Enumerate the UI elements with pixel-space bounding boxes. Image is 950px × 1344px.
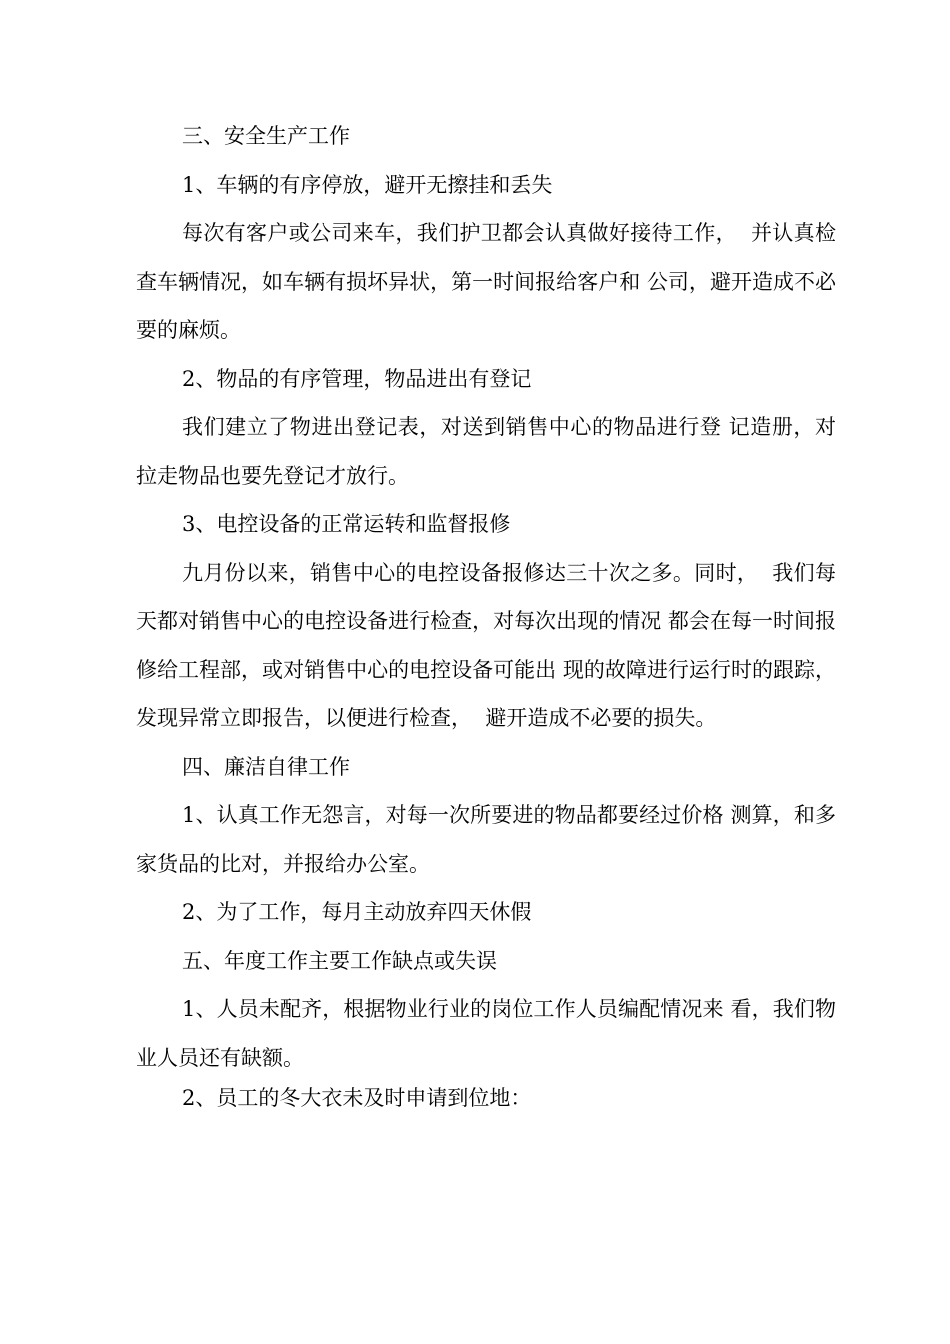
paragraph-goods-register: 我们建立了物进出登记表，对送到销售中心的物品进行登 记造册，对拉走物品也要先登记才放行。 (136, 415, 836, 488)
subheading-goods-management: 2、物品的有序管理，物品进出有登记 (182, 366, 532, 391)
paragraph-staff-shortage: 1、人员未配齐，根据物业行业的岗位工作人员编配情况来 看，我们物业人员还有缺额。 (136, 997, 836, 1070)
paragraph-price-check: 1、认真工作无怨言，对每一次所要进的物品都要经过价格 测算，和多家货品的比对，并报给办公室。 (136, 803, 836, 876)
subheading-electrical-equipment: 3、电控设备的正常运转和监督报修 (182, 512, 511, 536)
paragraph-equipment-repair: 九月份以来，销售中心的电控设备报修达三十次之多。同时， 我们每天都对销售中心的电控设备进行检查，对每次出现的情况 都会在每一时间报修给工程部，或对销售中心的电控设备可能出 现的故障进行运行时的跟踪，发现异常立即报告，以便进行检查， 避开造成不必要的损失。 (136, 560, 836, 730)
document-body (136, 112, 836, 1123)
section-heading-safety: 三、安全生产工作 (182, 124, 350, 148)
section-heading-integrity: 四、廉洁自律工作 (182, 754, 350, 779)
item-give-up-leave: 2、为了工作，每月主动放弃四天休假 (182, 900, 532, 924)
subheading-vehicle-parking: 1、车辆的有序停放，避开无擦挂和丢失 (182, 172, 553, 197)
item-winter-coats: 2、员工的冬大衣未及时申请到位地： (182, 1086, 532, 1110)
paragraph-vehicle-reception: 每次有客户或公司来车，我们护卫都会认真做好接待工作， 并认真检查车辆情况，如车辆有损坏异状，第一时间报给客户和 公司，避开造成不必要的麻烦。 (136, 221, 836, 342)
section-heading-shortcomings: 五、年度工作主要工作缺点或失误 (182, 948, 497, 973)
